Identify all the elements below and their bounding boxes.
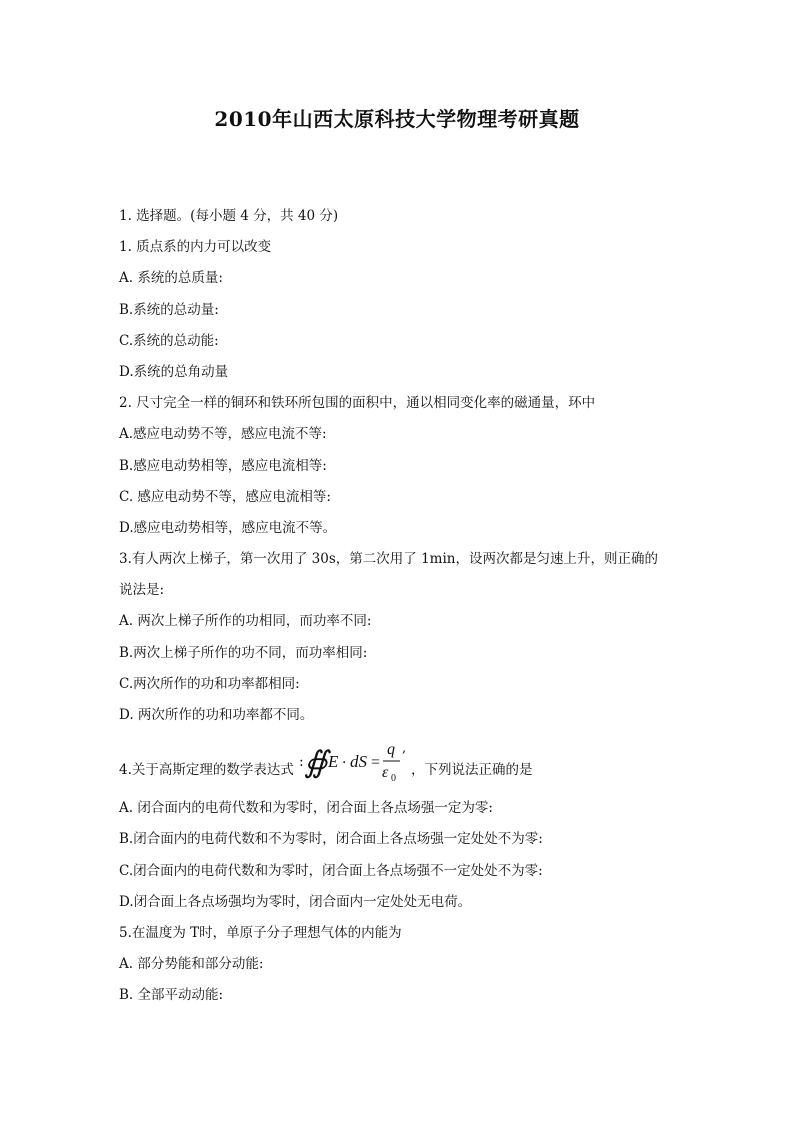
q4-option-c: C.闭合面内的电荷代数和为零时，闭合面上各点场强不一定处处不为零:: [119, 862, 543, 879]
q2-option-c: C. 感应电动势不等，感应电流相等:: [119, 488, 331, 505]
svg-text:,: ,: [402, 741, 407, 757]
svg-text:∯: ∯: [304, 745, 328, 781]
question-4: [119, 735, 694, 797]
q2-option-d: D.感应电动势相等，感应电流不等。: [119, 519, 337, 536]
q4-option-d: D.闭合面上各点场强均为零时，闭合面内一定处处无电荷。: [119, 893, 472, 910]
q4-option-a: A. 闭合面内的电荷代数和为零时，闭合面上各点场强一定为零:: [119, 800, 493, 817]
q3-option-c: C.两次所作的功和功率都相同:: [119, 675, 300, 692]
section-heading: 1. 选择题。(每小题 4 分，共 40 分): [119, 208, 339, 224]
q2-option-b: B.感应电动势相等，感应电流相等:: [119, 457, 327, 474]
document-body: [119, 205, 694, 1016]
q5-option-b: B. 全部平动动能:: [119, 987, 224, 1004]
formula-ds: dS: [350, 752, 367, 772]
formula-e: E: [328, 752, 339, 772]
q5-option-a: A. 部分势能和部分动能:: [119, 956, 264, 973]
q1-option-b: B.系统的总动量:: [119, 301, 219, 318]
question-5: 5.在温度为 T时，单原子分子理想气体的内能为: [119, 924, 402, 941]
svg-text::: :: [299, 754, 304, 771]
gauss-law-formula-graphic: [298, 732, 410, 784]
q1-option-a: A. 系统的总质量:: [119, 270, 223, 287]
question-3: 3.有人两次上梯子，第一次用了 30s，第二次用了 1min，设两次都是匀速上升，则正确的: [119, 551, 658, 568]
q1-option-d: D.系统的总角动量: [119, 363, 229, 380]
q1-option-c: C.系统的总动能:: [119, 332, 219, 349]
q4-option-b: B.闭合面内的电荷代数和不为零时，闭合面上各点场强一定处处不为零:: [119, 831, 543, 848]
page-title: 2010年山西太原科技大学物理考研真题: [214, 107, 580, 131]
formula-epsilon: ε: [382, 764, 389, 782]
question-3-continued: 说法是:: [119, 582, 165, 599]
question-4-suffix: ，下列说法正确的是: [411, 762, 533, 779]
formula-q: q: [387, 741, 395, 759]
question-4-prefix: 4.关于高斯定理的数学表达式: [119, 762, 294, 779]
question-2: 2. 尺寸完全一样的铜环和铁环所包围的面积中，通以相同变化率的磁通量，环中: [119, 395, 596, 412]
svg-text:·: ·: [342, 755, 347, 772]
q3-option-a: A. 两次上梯子所作的功相同，而功率不同:: [119, 613, 372, 630]
question-1: 1. 质点系的内力可以改变: [119, 239, 272, 256]
q3-option-d: D. 两次所作的功和功率都不同。: [119, 707, 314, 723]
formula-epsilon-sub: 0: [391, 773, 396, 785]
q2-option-a: A.感应电动势不等，感应电流不等:: [119, 426, 327, 443]
gauss-law-formula: [298, 732, 410, 784]
svg-text:=: =: [371, 754, 381, 772]
q3-option-b: B.两次上梯子所作的功不同，而功率相同:: [119, 644, 368, 661]
